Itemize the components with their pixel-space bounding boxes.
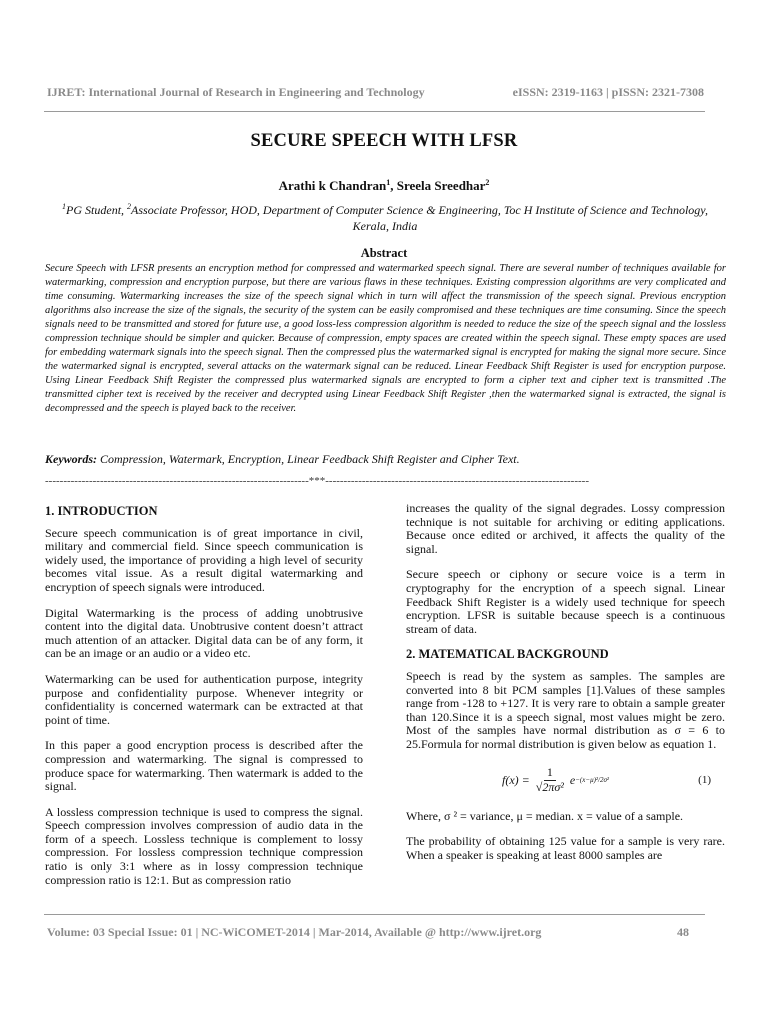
affiliation-superscript: 2 [127,202,132,211]
author-name: Sreela Sreedhar [396,178,486,193]
section-heading: 1. INTRODUCTION [45,504,158,518]
paragraph: Speech is read by the system as samples. The samples are converted into 8 bit PCM samples [1].Values of these samples range from -128 to +127. It is very rare to obtain a sample greater than 120.Since it is a speech signal, most values might be zero. Most of the samples have normal distribution as σ = 6 to 25.Formula for normal distribution is given below as equation 1. [406,668,725,751]
author-superscript: 1 [386,178,391,187]
affiliation-text: PG Student, [66,203,128,217]
page-number: 48 [677,925,689,939]
affiliation [44,202,726,234]
paragraph: Secure speech communication is of great importance in civil, military and commercial field. Since speech communication is widely used, the importance of providing a high level of security becomes vital issue. As a result digital watermarking and encryption of speech signals were introduced. [45,525,363,594]
issn-header: eISSN: 2319-1163 | pISSN: 2321-7308 [512,85,704,99]
equation-denominator: √2πσ² [535,780,564,794]
equation-formula [502,766,609,794]
keywords [45,452,726,467]
paragraph: In this paper a good encryption process is described after the compression and watermarking. The signal is compressed to produce space for watermarking. Then watermark is added to the signal. [45,738,363,794]
paragraph: Watermarking can be used for authentication purpose, integrity purpose and confidentiality purpose. Whenever integrity or confidentiality is concerned watermark can be extracted at that point of time. [45,671,363,727]
right-column [406,502,725,874]
paper-title: SECURE SPEECH WITH LFSR [250,131,518,151]
author-name: Arathi k Chandran [278,178,387,193]
author-superscript: 2 [485,178,490,187]
author-separator: , [390,178,397,193]
paragraph: increases the quality of the signal degrades. Lossy compression technique is not suitable for archiving or editing applications. Because once edited or archived, it affects the quality of the signal. [406,501,725,556]
left-column [45,505,363,899]
author-line [0,178,768,194]
equation-exponential: e [569,772,576,787]
equation-number: (1) [698,773,711,786]
equation-exponent: −(x−μ)²/2σ² [575,775,610,784]
abstract-heading: Abstract [360,246,408,260]
footer-rule [44,914,705,915]
equation-fraction [533,766,567,794]
keywords-label: Keywords: [45,452,97,466]
footer-citation: Volume: 03 Special Issue: 01 | NC-WiCOMET-2014 | Mar-2014, Available @ http://www.ijret.org [47,925,542,939]
paragraph: The probability of obtaining 125 value for a sample is very rare. When a speaker is speaking at least 8000 samples are [406,834,725,862]
keywords-text: Compression, Watermark, Encryption, Linear Feedback Shift Register and Cipher Text. [97,452,520,466]
journal-header: IJRET: International Journal of Research in Engineering and Technology [47,85,425,99]
abstract-text: Secure Speech with LFSR presents an encryption method for compressed and watermarked speech signal. There are several number of techniques available for watermarking, compression and encryption purpose, but there are various flaws in these techniques. Existing compression algorithms are very complicated and time consuming. Watermarking increases the size of the speech signal which in turn will affect the transmission of the speech signal. Previous encryption algorithms also increase the size of the signals, the security of the system can be easily compromised and these techniques are time consuming. Since the speech signals need to be transmitted and stored for future use, a good loss-less compression algorithm is needed to reduce the size of the speech signal and the lossless compression technique should be simpler and quicker. Because of compression, empty spaces are created within the speech signal. These empty spaces are used for embedding watermark signals into the speech signal. Then the compressed plus the watermarked signal is encrypted for making the signal more secure. Since the watermarked signal is encrypted, several attacks on the watermark signal can be reduced. Linear Feedback Shift Register is used for encryption purpose. Using Linear Feedback Shift Register the compressed plus watermarked signals are encrypted to form a cipher text and cipher text is transmitted .The transmitted cipher text is received by the receiver and decrypted using Linear Feedback Shift Register ,then the watermarked signal is extracted, the signal is decompressed and the speech is played back to the receiver. [45,263,726,414]
paragraph: A lossless compression technique is used to compress the signal. Speech compression involves compression of audio data in the form of a speech. Lossless technique is complement to lossy compression. For lossless compression technique compression ratio is only 3:1 where as in lossy compression technique compression ratio is 12:1. But as compression ratio [45,804,363,887]
affiliation-superscript: 1 [62,202,67,211]
affiliation-text: Associate Professor, HOD, Department of Computer Science & Engineering, Toc H Institute of Science and Technology, Kerala, India [131,203,708,233]
paragraph: Where, σ ² = variance, μ = median. x = value of a sample. [406,808,684,823]
header-rule [44,111,705,112]
equation-1 [406,764,725,798]
equation-lhs: f(x) = [502,772,530,787]
section-divider: ------------------------------------------------------------------------***------------------------------------------------------------------------ [45,475,589,487]
equation-numerator: 1 [544,766,556,781]
section-heading: 2. MATEMATICAL BACKGROUND [406,647,609,662]
paragraph: Digital Watermarking is the process of adding unobtrusive content into the digital data. Unobtrusive content doesn’t attract much attention of an attacker. Digital data can be of any form, it can be an image or an audio or a video etc. [45,605,363,661]
paragraph: Secure speech or ciphony or secure voice is a term in cryptography for the encryption of a speech signal. Linear Feedback Shift Register is a widely used technique for speech encryption. LFSR is suitable because speech is a continuous stream of data. [406,567,725,636]
